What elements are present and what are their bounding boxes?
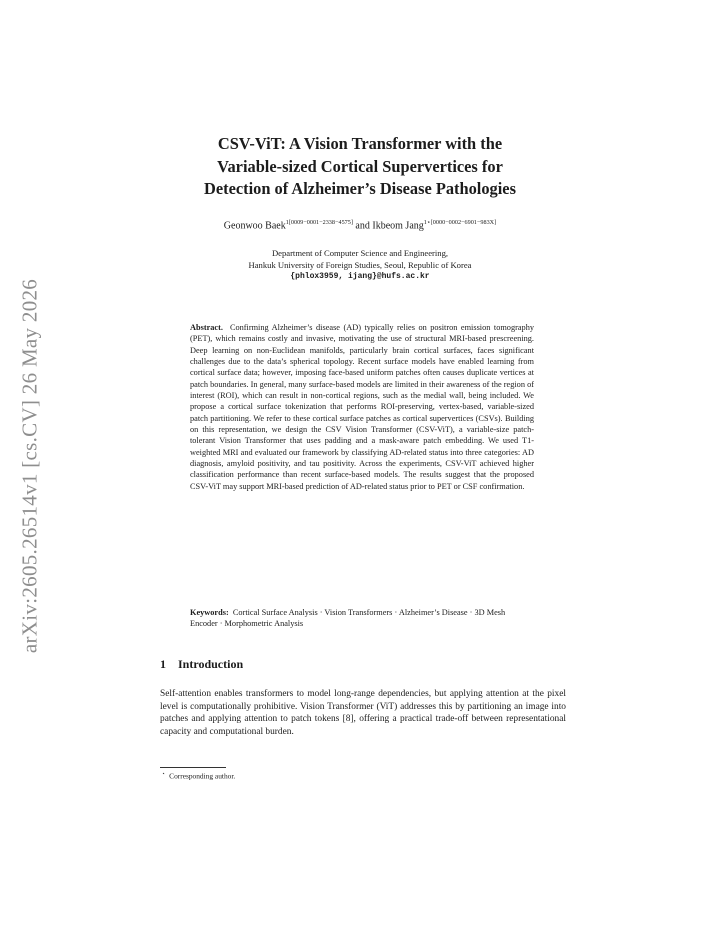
author-1-name: Geonwoo Baek bbox=[223, 220, 286, 232]
paper-title bbox=[100, 133, 620, 201]
author-line bbox=[80, 219, 640, 231]
footnote-divider bbox=[160, 767, 226, 768]
arxiv-sidebar-stamp bbox=[8, 256, 52, 676]
abstract-text: Confirming Alzheimer’s disease (AD) typically relies on positron emission tomography (PET), which remains costly and invasive, motivating the use of structural MRI-based prescreening. Deep learning on non-Euclidean manifolds, particularly brain cortical surfaces, faces significant challenges due to the data’s spherical topology. Recent surface models have enabled learning from cortical surface data; however, imposing face-based uniform patches often causes duplicate vertices at patch boundaries. In general, many surface-based models are limited in their awareness of the region of interest (ROI), which can result in non-cortical regions, such as the medial wall, being included. We propose a cortical surface tokenization that performs ROI-preserving, vertex-based, variable-sized patch partitioning. We refer to these cortical surface patches as cortical supervertices (CSVs). Building on this representation, we design the CSV Vision Transformer (CSV-ViT), a variable-size patch-tolerant Vision Transformer that uses padding and a mask-aware patch embedding. We used T1-weighted MRI and evaluated our framework by classifying AD-related status into three categories: AD diagnosis, amyloid positivity, and tau positivity. Across the experiments, CSV-ViT achieved higher classification performance than recent surface-based models. The results suggest that the proposed CSV-ViT may support MRI-based prediction of AD-related status prior to PET or CSF confirmation. bbox=[190, 323, 534, 491]
keywords-label: Keywords: bbox=[190, 608, 229, 617]
section-number: 1 bbox=[160, 657, 166, 671]
author-conjunction: and bbox=[352, 220, 373, 232]
title-line-1: CSV-ViT: A Vision Transformer with the bbox=[217, 134, 503, 153]
affiliation-university: Hankuk University of Foreign Studies, Seoul, Republic of Korea bbox=[248, 260, 472, 270]
footnote-mark: ⋆ bbox=[162, 772, 166, 777]
section-title: Introduction bbox=[178, 657, 244, 671]
footnote-text: Corresponding author. bbox=[169, 771, 236, 781]
author-2-name: Ikbeom Jang bbox=[372, 220, 424, 232]
keywords-text: Cortical Surface Analysis · Vision Transformers · Alzheimer’s Disease · 3D Mesh Encoder · Morphometric Analysis bbox=[190, 608, 506, 629]
keywords bbox=[190, 607, 534, 630]
abstract-label: Abstract. bbox=[190, 323, 223, 332]
affiliation-department: Department of Computer Science and Engineering, bbox=[271, 248, 449, 258]
section-heading bbox=[160, 657, 243, 672]
title-line-3: Detection of Alzheimer’s Disease Pathologies bbox=[204, 179, 516, 198]
author-emails: {phlox3959, ijang}@hufs.ac.kr bbox=[290, 272, 430, 281]
abstract bbox=[190, 322, 534, 492]
section-body-text: Self-attention enables transformers to model long-range dependencies, but applying attention at the pixel level is computationally prohibitive. Vision Transformer (ViT) addresses this by partitioning an image into patches and applying attention to patch tokens [8], offering a practical trade-off between representational capacity and computational burden. bbox=[160, 689, 566, 738]
author-2-orcid: 1⋆[0000−0002−6901−983X] bbox=[423, 219, 497, 226]
author-1-orcid: 1[0009−0001−2338−4575] bbox=[285, 219, 353, 226]
title-line-2: Variable-sized Cortical Supervertices for bbox=[217, 156, 503, 176]
arxiv-id: arXiv:2605.26514v1 [cs.CV] 26 May 2026 bbox=[17, 278, 42, 654]
footnote bbox=[162, 771, 235, 780]
affiliation-block bbox=[120, 247, 600, 283]
